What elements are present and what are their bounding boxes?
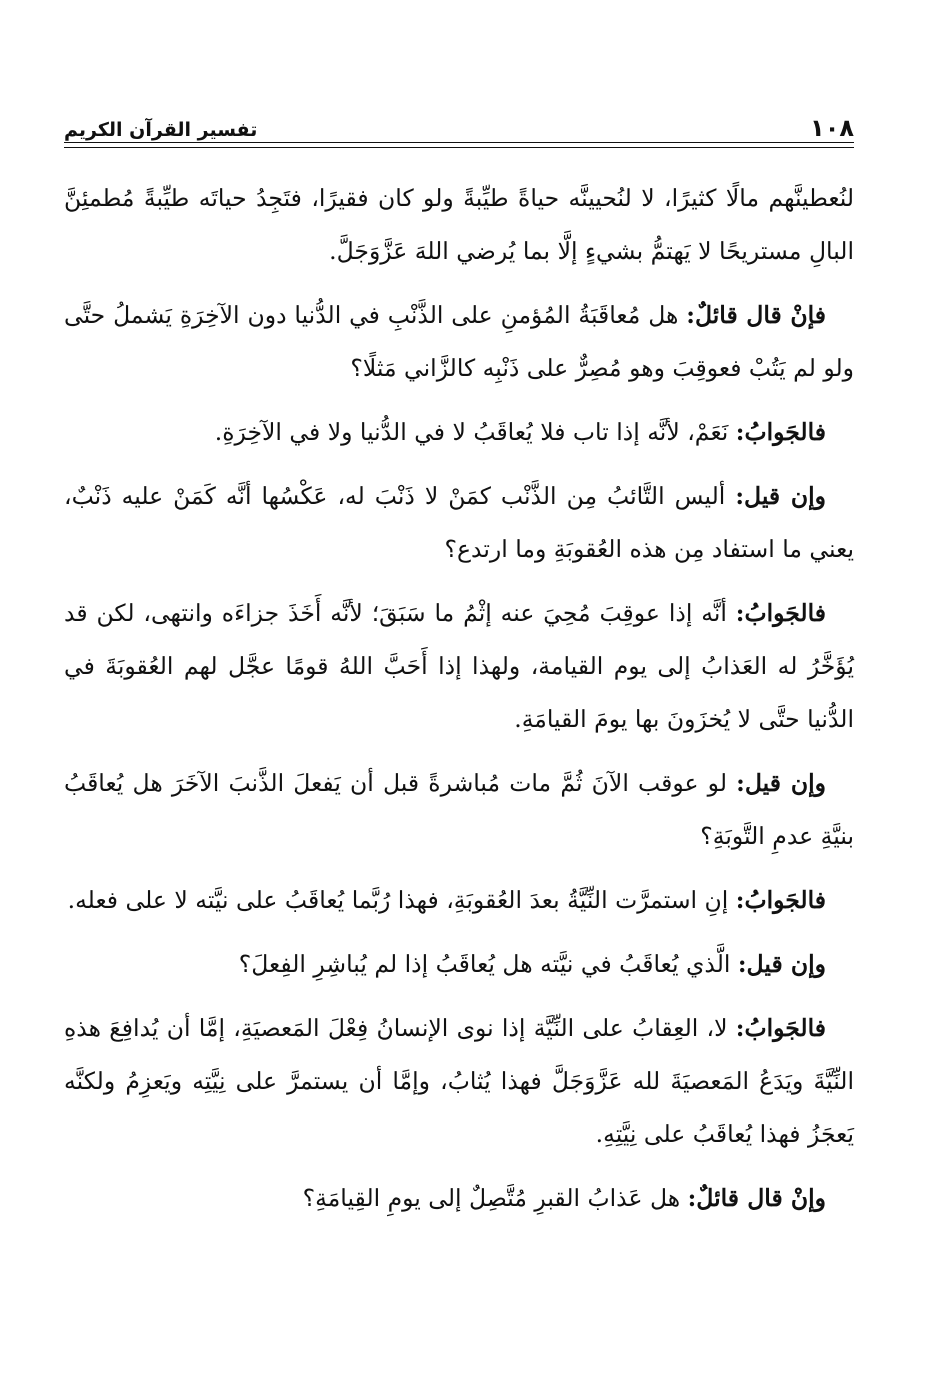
paragraph-text: نَعَمْ، لأنَّه إذا تاب فلا يُعاقَبُ لا في الدُّنيا ولا في الآخِرَةِ. <box>214 418 736 446</box>
paragraph-text: هل عَذابُ القبرِ مُتَّصِلٌ إلى يومِ القِيامَةِ؟ <box>302 1184 688 1212</box>
paragraph <box>64 470 854 576</box>
paragraph-lead: فالجَوابُ: <box>735 886 826 914</box>
paragraph-text: لا، العِقابُ على النِّيَّة إذا نوى الإنسانُ فِعْلَ المَعصيَةِ، إمَّا أن يُدافِعَ هذهِ النِّيَّةَ ويَدَعُ المَعصيَةَ لله عَزَّوَجَلَّ فهذا يُثابُ، وإمَّا أن يستمرَّ على نِيَّتِه ويَعزِمُ ولكنَّه يَعجَزُ فهذا يُعاقَبُ على نِيَّتِهِ. <box>64 1014 854 1148</box>
body-text <box>64 172 854 1236</box>
paragraph-lead: فالجَوابُ: <box>735 418 826 446</box>
book-title: تفسير القرآن الكريم <box>64 119 258 141</box>
paragraph-text: الَّذي يُعاقَبُ في نيَّته هل يُعاقَبُ إذا لم يُباشِرِ الفِعلَ؟ <box>238 950 738 978</box>
paragraph <box>64 406 854 459</box>
paragraph-text: لنُعطينَّهم مالًا كثيرًا، لا لنُحيينَّه حياةً طيِّبةً ولو كان فقيرًا، فتَجِدُ حياتَه طيِّبةً مُطمئِنَّ البالِ مستريحًا لا يَهتمُّ بشيءٍ إلَّا بما يُرضي اللهَ عَزَّوَجَلَّ. <box>64 184 854 265</box>
paragraph-lead: فالجَوابُ: <box>735 1014 826 1042</box>
paragraph-text: لو عوقب الآنَ ثُمَّ مات مُباشرةً قبل أن يَفعلَ الذَّنبَ الآخَرَ هل يُعاقَبُ بنيَّةِ عدمِ التَّوبَةِ؟ <box>64 769 854 850</box>
paragraph-lead: فإنْ قال قائلٌ: <box>686 301 826 329</box>
paragraph-lead: وإن قيل: <box>737 950 826 978</box>
paragraph <box>64 1172 854 1225</box>
page-number: ١٠٨ <box>810 114 854 142</box>
paragraph-lead: وإن قيل: <box>736 769 826 797</box>
paragraph-lead: وإنْ قال قائلٌ: <box>687 1184 826 1212</box>
paragraph <box>64 172 854 278</box>
paragraph-text: أليس التَّائبُ مِن الذَّنْب كمَنْ لا ذَنْبَ له، عَكْسُها أنَّه كَمَنْ عليه ذَنْبٌ، يعني ما استفاد مِن هذه العُقوبَةِ وما ارتدع؟ <box>64 482 854 563</box>
paragraph-lead: فالجَوابُ: <box>735 599 826 627</box>
paragraph-text: أنَّه إذا عوقِبَ مُحِيَ عنه إثْمُ ما سَبَقَ؛ لأنَّه أَخَذَ جزاءَه وانتهى، لكن قد يُؤَخَّرُ له العَذابُ إلى يوم القيامة، ولهذا إذا أَحَبَّ اللهُ قومًا عجَّل لهم العُقوبَةَ في الدُّنيا حتَّى لا يُخزَونَ بها يومَ القيامَةِ. <box>64 599 854 733</box>
paragraph-text: إنِ استمرَّت النِّيَّةُ بعدَ العُقوبَةِ، فهذا رُبَّما يُعاقَبُ على نيَّته لا على فعله. <box>67 886 736 914</box>
paragraph <box>64 874 854 927</box>
header-rule-thin <box>64 147 854 148</box>
paragraph <box>64 587 854 746</box>
paragraph <box>64 289 854 395</box>
paragraph <box>64 757 854 863</box>
running-header <box>64 100 854 140</box>
paragraph-lead: وإن قيل: <box>735 482 826 510</box>
header-rule <box>64 142 854 143</box>
paragraph <box>64 938 854 991</box>
paragraph-text: هل مُعاقَبَةُ المُؤمنِ على الذَّنْبِ في الدُّنيا دون الآخِرَةِ يَشملُ حتَّى ولو لم يَتُبْ فعوقِبَ وهو مُصِرٌّ على ذَنْبِه كالزَّاني مَثلًا؟ <box>64 301 854 382</box>
paragraph <box>64 1002 854 1161</box>
